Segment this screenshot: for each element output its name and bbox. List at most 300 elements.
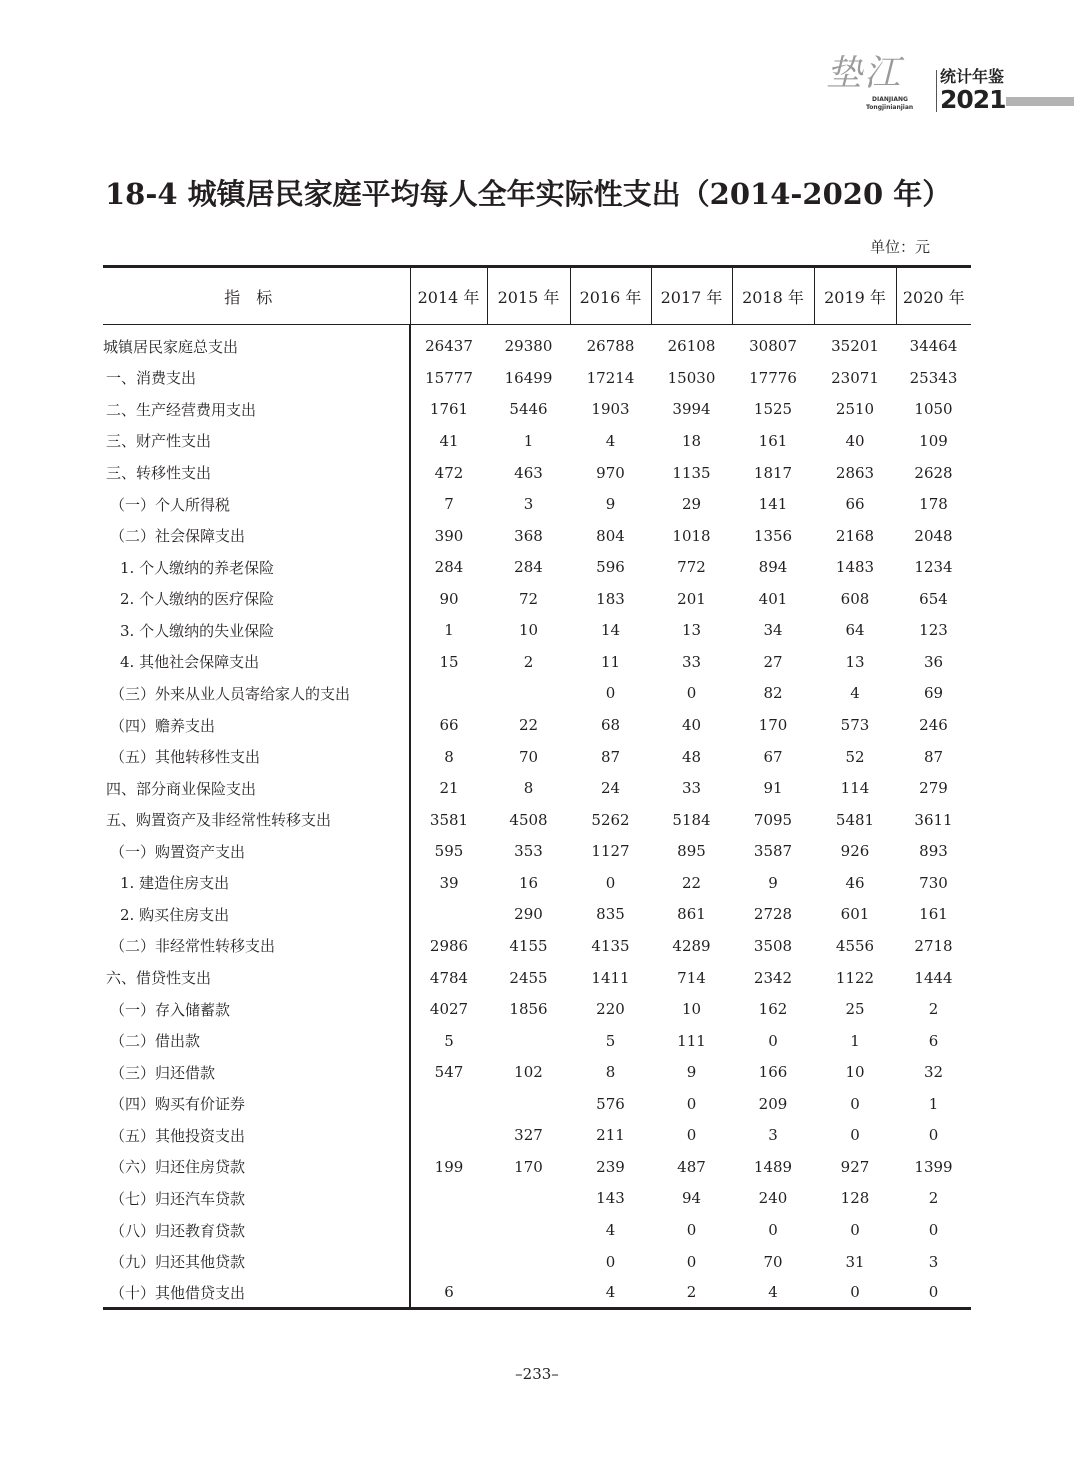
value-cell: 4: [605, 431, 616, 450]
value-cell: 9: [686, 1063, 697, 1082]
table-row: [103, 1088, 971, 1120]
table-row: [103, 1025, 971, 1057]
value-cell: 3: [768, 1126, 778, 1145]
value-cell: 17214: [586, 368, 635, 387]
column-header-year: 2019 年: [814, 267, 896, 325]
value-cell: 16: [518, 873, 539, 892]
value-cell: 4784: [429, 968, 469, 987]
value-cell: 1761: [429, 400, 469, 419]
value-cell: 4289: [672, 936, 711, 955]
value-cell: 201: [677, 589, 706, 608]
value-cell: 31: [845, 1252, 865, 1271]
value-cell: 32: [923, 1063, 944, 1082]
value-cell: [487, 1214, 570, 1246]
value-cell: [410, 899, 487, 931]
logo-book-name: 统计年鉴: [940, 67, 1005, 86]
value-cell: [410, 1214, 487, 1246]
value-cell: 2863: [835, 463, 875, 482]
value-cell: 970: [596, 463, 625, 482]
value-cell: 0: [768, 1221, 778, 1240]
logo-year: 2021: [940, 85, 1006, 114]
value-cell: 87: [600, 747, 621, 766]
value-cell: 8: [605, 1063, 616, 1082]
value-cell: 3: [928, 1252, 939, 1271]
value-cell: 595: [434, 842, 464, 861]
row-label: （六）归还住房贷款: [103, 1151, 410, 1183]
value-cell: 0: [686, 1252, 697, 1271]
table-body: [103, 325, 971, 1309]
value-cell: 21: [439, 779, 459, 798]
row-label: （三）外来从业人员寄给家人的支出: [103, 678, 410, 710]
value-cell: 0: [928, 1126, 939, 1145]
value-cell: 472: [434, 463, 464, 482]
value-cell: 9: [605, 495, 616, 514]
value-cell: 0: [850, 1221, 860, 1240]
table-row: [103, 899, 971, 931]
value-cell: 143: [596, 1189, 625, 1208]
value-cell: 927: [840, 1157, 870, 1176]
value-cell: 5: [605, 1031, 616, 1050]
value-cell: 14: [600, 621, 621, 640]
row-label: （四）购买有价证券: [103, 1088, 410, 1120]
value-cell: 33: [681, 779, 702, 798]
value-cell: 25: [845, 1000, 865, 1019]
value-cell: 90: [439, 589, 459, 608]
table-row: [103, 867, 971, 899]
value-cell: 463: [514, 463, 543, 482]
value-cell: 69: [923, 684, 944, 703]
value-cell: 26437: [425, 337, 473, 356]
unit-label: 单位：元: [870, 238, 931, 256]
row-label: （八）归还教育贷款: [103, 1214, 410, 1246]
value-cell: [487, 1183, 570, 1215]
header-bar: [1006, 97, 1074, 106]
value-cell: 861: [677, 905, 706, 924]
value-cell: 111: [677, 1031, 706, 1050]
value-cell: 102: [514, 1063, 543, 1082]
logo-pinyin-1: DIANJIANG: [872, 96, 908, 103]
value-cell: 4: [605, 1221, 616, 1240]
value-cell: 5184: [672, 810, 711, 829]
value-cell: 87: [923, 747, 944, 766]
table-row: [103, 457, 971, 489]
value-cell: 5446: [509, 400, 548, 419]
value-cell: 0: [686, 684, 697, 703]
value-cell: 0: [686, 1221, 697, 1240]
value-cell: 34464: [909, 337, 958, 356]
row-label: （五）其他投资支出: [103, 1120, 410, 1152]
value-cell: 52: [845, 747, 865, 766]
value-cell: 162: [758, 1000, 788, 1019]
table-row: [103, 394, 971, 426]
value-cell: 170: [758, 716, 788, 735]
table-row: [103, 1151, 971, 1183]
value-cell: 2728: [753, 905, 793, 924]
value-cell: 0: [605, 873, 616, 892]
value-cell: 804: [596, 526, 625, 545]
value-cell: 1399: [914, 1157, 953, 1176]
value-cell: 730: [919, 873, 948, 892]
value-cell: 27: [763, 652, 783, 671]
value-cell: 1444: [914, 968, 953, 987]
value-cell: 0: [850, 1094, 860, 1113]
value-cell: 8: [523, 779, 534, 798]
value-cell: 11: [600, 652, 621, 671]
value-cell: 178: [919, 495, 948, 514]
value-cell: 0: [686, 1094, 697, 1113]
value-cell: 284: [514, 558, 543, 577]
value-cell: [410, 678, 487, 710]
row-label: 二、生产经营费用支出: [103, 394, 410, 426]
page-title: 18-4 城镇居民家庭平均每人全年实际性支出（2014-2020 年）: [105, 177, 952, 211]
value-cell: [410, 1120, 487, 1152]
logo-calligraphy: 垫江: [826, 53, 903, 94]
table-row: [103, 804, 971, 836]
value-cell: 13: [681, 621, 702, 640]
value-cell: 2: [651, 1277, 732, 1309]
value-cell: 91: [763, 779, 783, 798]
value-cell: 2718: [914, 936, 953, 955]
column-header-year: 2015 年: [487, 267, 570, 325]
value-cell: 36: [923, 652, 944, 671]
value-cell: 10: [518, 621, 539, 640]
table-row: [103, 1214, 971, 1246]
table-row: [103, 615, 971, 647]
value-cell: 17776: [749, 368, 797, 387]
value-cell: 34: [763, 621, 783, 640]
value-cell: 161: [758, 431, 788, 450]
row-label: 一、消费支出: [103, 362, 410, 394]
row-label: 四、部分商业保险支出: [103, 772, 410, 804]
value-cell: 10: [845, 1063, 865, 1082]
row-label: （十）其他借贷支出: [103, 1277, 410, 1309]
value-cell: 895: [677, 842, 706, 861]
table-row: [103, 1246, 971, 1278]
value-cell: 894: [758, 558, 788, 577]
value-cell: 290: [514, 905, 543, 924]
value-cell: 608: [840, 589, 870, 608]
row-label: （二）社会保障支出: [103, 520, 410, 552]
value-cell: 82: [763, 684, 783, 703]
value-cell: 24: [600, 779, 621, 798]
row-label: 五、购置资产及非经常性转移支出: [103, 804, 410, 836]
value-cell: 4: [850, 684, 860, 703]
value-cell: 46: [845, 873, 865, 892]
value-cell: 3611: [914, 810, 953, 829]
value-cell: 1: [523, 431, 534, 450]
value-cell: 390: [434, 526, 464, 545]
value-cell: 0: [768, 1031, 778, 1050]
value-cell: 353: [514, 842, 543, 861]
value-cell: 4508: [509, 810, 548, 829]
value-cell: 33: [681, 652, 702, 671]
table-row: [103, 836, 971, 868]
value-cell: 893: [919, 842, 948, 861]
yearbook-logo: [826, 53, 1074, 120]
value-cell: 22: [518, 716, 539, 735]
value-cell: 39: [439, 873, 459, 892]
value-cell: 41: [439, 431, 459, 450]
table-row: [103, 1277, 971, 1309]
row-label: （一）个人所得税: [103, 488, 410, 520]
value-cell: 141: [758, 495, 788, 514]
value-cell: 2048: [914, 526, 953, 545]
value-cell: 15: [439, 652, 459, 671]
value-cell: 327: [514, 1126, 543, 1145]
value-cell: 15030: [667, 368, 716, 387]
table-header-row: [103, 267, 971, 325]
value-cell: 654: [919, 589, 948, 608]
table-row: [103, 425, 971, 457]
value-cell: [410, 1088, 487, 1120]
expenditure-table: [103, 265, 971, 1310]
table-row: [103, 1120, 971, 1152]
value-cell: 128: [840, 1189, 870, 1208]
table-row: [103, 551, 971, 583]
value-cell: 67: [763, 747, 783, 766]
table-row: [103, 583, 971, 615]
table-row: [103, 331, 971, 363]
value-cell: 68: [600, 716, 621, 735]
value-cell: 279: [919, 779, 948, 798]
value-cell: 239: [596, 1157, 625, 1176]
row-label: （三）归还借款: [103, 1056, 410, 1088]
row-label: 六、借贷性支出: [103, 962, 410, 994]
value-cell: 2: [928, 1189, 939, 1208]
table-row: [103, 962, 971, 994]
value-cell: 5481: [835, 810, 875, 829]
value-cell: 1489: [753, 1157, 793, 1176]
value-cell: [487, 1088, 570, 1120]
column-header-year: 2014 年: [410, 267, 487, 325]
table-row: [103, 362, 971, 394]
value-cell: 487: [677, 1157, 706, 1176]
value-cell: 220: [596, 1000, 625, 1019]
value-cell: [487, 1277, 570, 1309]
value-cell: 66: [439, 716, 459, 735]
row-label: （二）非经常性转移支出: [103, 930, 410, 962]
value-cell: 3508: [753, 936, 793, 955]
row-label: （九）归还其他贷款: [103, 1246, 410, 1278]
value-cell: 29: [681, 495, 702, 514]
page-number: –233–: [515, 1365, 559, 1383]
column-header-indicator: 指标: [103, 267, 410, 325]
table-row: [103, 709, 971, 741]
value-cell: 211: [596, 1126, 625, 1145]
value-cell: 166: [758, 1063, 788, 1082]
value-cell: 1483: [835, 558, 875, 577]
value-cell: 72: [518, 589, 539, 608]
value-cell: 4556: [835, 936, 875, 955]
table-row: [103, 1056, 971, 1088]
logo-divider: [936, 70, 937, 112]
table-row: [103, 1183, 971, 1215]
value-cell: 2168: [835, 526, 875, 545]
row-label: 三、财产性支出: [103, 425, 410, 457]
value-cell: 2510: [835, 400, 875, 419]
value-cell: 94: [681, 1189, 702, 1208]
value-cell: 772: [677, 558, 706, 577]
value-cell: 1127: [591, 842, 630, 861]
value-cell: 5: [444, 1031, 454, 1050]
row-label: （七）归还汽车贷款: [103, 1183, 410, 1215]
table-row: [103, 488, 971, 520]
value-cell: 4135: [591, 936, 630, 955]
table-row: [103, 678, 971, 710]
value-cell: 1: [928, 1094, 939, 1113]
value-cell: 596: [596, 558, 625, 577]
value-cell: 13: [845, 652, 865, 671]
value-cell: 6: [410, 1277, 487, 1309]
value-cell: 161: [919, 905, 948, 924]
value-cell: 3: [523, 495, 534, 514]
value-cell: 576: [596, 1094, 625, 1113]
row-label: 1. 建造住房支出: [103, 867, 410, 899]
value-cell: 0: [814, 1277, 896, 1309]
column-header-year: 2020 年: [896, 267, 971, 325]
row-label: （一）购置资产支出: [103, 836, 410, 868]
value-cell: 714: [677, 968, 706, 987]
value-cell: 1234: [914, 558, 953, 577]
value-cell: 1903: [591, 400, 630, 419]
value-cell: 2: [523, 652, 534, 671]
value-cell: 18: [681, 431, 702, 450]
table-row: [103, 741, 971, 773]
value-cell: 4: [732, 1277, 814, 1309]
value-cell: 23071: [831, 368, 879, 387]
value-cell: [487, 678, 570, 710]
value-cell: 1135: [672, 463, 711, 482]
value-cell: 3994: [672, 400, 711, 419]
table-row: [103, 772, 971, 804]
value-cell: 1: [444, 621, 454, 640]
value-cell: 70: [518, 747, 539, 766]
table-row: [103, 646, 971, 678]
value-cell: 114: [840, 779, 870, 798]
value-cell: 926: [840, 842, 870, 861]
value-cell: 547: [434, 1063, 464, 1082]
value-cell: 7095: [753, 810, 793, 829]
value-cell: 26108: [667, 337, 716, 356]
value-cell: 10: [681, 1000, 702, 1019]
value-cell: 2: [928, 1000, 939, 1019]
row-label: 2. 个人缴纳的医疗保险: [103, 583, 410, 615]
value-cell: [487, 1025, 570, 1057]
value-cell: 3587: [753, 842, 793, 861]
value-cell: 170: [514, 1157, 543, 1176]
row-label: （一）存入储蓄款: [103, 993, 410, 1025]
value-cell: 1356: [753, 526, 793, 545]
value-cell: 35201: [831, 337, 879, 356]
value-cell: 0: [896, 1277, 971, 1309]
column-header-year: 2017 年: [651, 267, 732, 325]
value-cell: 15777: [425, 368, 473, 387]
value-cell: 209: [758, 1094, 788, 1113]
value-cell: 0: [605, 1252, 616, 1271]
value-cell: 9: [768, 873, 778, 892]
row-label: （四）赡养支出: [103, 709, 410, 741]
table-row: [103, 520, 971, 552]
value-cell: 0: [850, 1126, 860, 1145]
row-label: 4. 其他社会保障支出: [103, 646, 410, 678]
value-cell: 48: [681, 747, 702, 766]
value-cell: 835: [596, 905, 625, 924]
value-cell: 2986: [429, 936, 469, 955]
value-cell: 240: [758, 1189, 788, 1208]
value-cell: 4155: [509, 936, 548, 955]
value-cell: 70: [763, 1252, 783, 1271]
value-cell: 40: [845, 431, 865, 450]
table-row: [103, 930, 971, 962]
value-cell: 5262: [591, 810, 630, 829]
value-cell: 4: [570, 1277, 651, 1309]
column-header-year: 2018 年: [732, 267, 814, 325]
row-label: 三、转移性支出: [103, 457, 410, 489]
column-header-year: 2016 年: [570, 267, 651, 325]
value-cell: 199: [434, 1157, 464, 1176]
value-cell: 7: [444, 495, 454, 514]
value-cell: [410, 1246, 487, 1278]
value-cell: 30807: [749, 337, 797, 356]
value-cell: 16499: [504, 368, 553, 387]
value-cell: 123: [919, 621, 948, 640]
value-cell: 109: [919, 431, 948, 450]
value-cell: 2628: [914, 463, 953, 482]
value-cell: 64: [845, 621, 865, 640]
row-label: 城镇居民家庭总支出: [103, 331, 410, 363]
value-cell: 573: [840, 716, 870, 735]
value-cell: 22: [681, 873, 702, 892]
value-cell: 368: [514, 526, 543, 545]
row-label: 2. 购买住房支出: [103, 899, 410, 931]
value-cell: 1411: [591, 968, 630, 987]
value-cell: 246: [919, 716, 948, 735]
value-cell: 8: [444, 747, 454, 766]
value-cell: 284: [434, 558, 464, 577]
row-label: （五）其他转移性支出: [103, 741, 410, 773]
row-label: 1. 个人缴纳的养老保险: [103, 551, 410, 583]
value-cell: 0: [686, 1126, 697, 1145]
logo-pinyin-2: Tongjinianjian: [866, 104, 914, 111]
value-cell: [487, 1246, 570, 1278]
value-cell: 4027: [429, 1000, 469, 1019]
value-cell: 1817: [753, 463, 793, 482]
value-cell: 25343: [909, 368, 958, 387]
row-label: （二）借出款: [103, 1025, 410, 1057]
value-cell: [410, 1183, 487, 1215]
value-cell: 0: [605, 684, 616, 703]
value-cell: 26788: [586, 337, 635, 356]
value-cell: 1018: [672, 526, 711, 545]
value-cell: 1: [850, 1031, 860, 1050]
value-cell: 401: [758, 589, 788, 608]
value-cell: 29380: [504, 337, 553, 356]
value-cell: 1122: [835, 968, 875, 987]
value-cell: 2342: [753, 968, 793, 987]
value-cell: 66: [845, 495, 865, 514]
value-cell: 0: [928, 1221, 939, 1240]
table-row: [103, 993, 971, 1025]
value-cell: 6: [928, 1031, 939, 1050]
value-cell: 3581: [429, 810, 469, 829]
value-cell: 40: [681, 716, 702, 735]
value-cell: 2455: [509, 968, 548, 987]
value-cell: 1050: [914, 400, 953, 419]
value-cell: 601: [840, 905, 870, 924]
value-cell: 1525: [753, 400, 793, 419]
row-label: 3. 个人缴纳的失业保险: [103, 615, 410, 647]
value-cell: 183: [596, 589, 625, 608]
